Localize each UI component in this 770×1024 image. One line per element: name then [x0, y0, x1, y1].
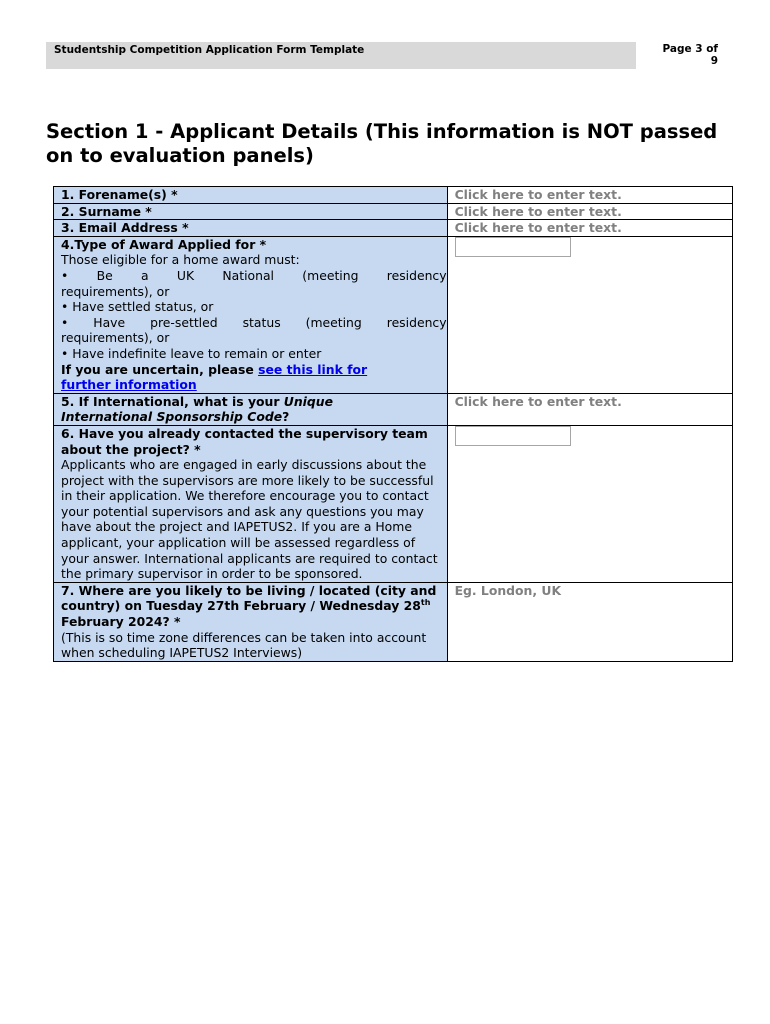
section-title: Section 1 - Applicant Details (This information is NOT passed on to evaluation panels)	[46, 120, 718, 167]
table-row	[54, 220, 733, 237]
table-row	[54, 393, 733, 425]
surname-label: 2. Surname *	[54, 203, 448, 220]
table-row	[54, 187, 733, 204]
further-info-link-cont[interactable]: further information	[61, 377, 197, 393]
award-uncertain-text	[61, 362, 447, 393]
award-bullet-indefinite-leave: • Have indefinite leave to remain or enter	[61, 345, 322, 361]
table-row	[54, 203, 733, 220]
further-info-link[interactable]: see this link for	[258, 361, 368, 377]
table-row	[54, 582, 733, 661]
page-number-label: Page 3 of	[662, 43, 718, 55]
award-intro: Those eligible for a home award must:	[61, 252, 300, 268]
award-type-dropdown[interactable]	[455, 237, 571, 257]
location-question	[54, 582, 448, 661]
sponsorship-prefix: 5. If International, what is your	[61, 393, 284, 409]
award-bullet-settled: • Have settled status, or	[61, 299, 214, 315]
table-row	[54, 236, 733, 393]
page-header	[46, 42, 636, 69]
page-number-total: 9	[710, 55, 718, 67]
table-row	[54, 425, 733, 582]
forename-label: 1. Forename(s) *	[54, 187, 448, 204]
award-type-question	[54, 236, 448, 393]
sponsorship-emph-1: Unique	[283, 393, 334, 409]
supervisor-contact-cell	[447, 425, 732, 582]
supervisor-contact-label: 6. Have you already contacted the supervisory team about the project? *	[61, 425, 428, 457]
supervisor-contact-dropdown[interactable]	[455, 426, 571, 446]
surname-field[interactable]: Click here to enter text.	[447, 203, 732, 220]
supervisor-contact-question	[54, 425, 448, 582]
award-bullet-pre-settled-cont: requirements), or	[61, 330, 170, 346]
document-title: Studentship Competition Application Form Template	[54, 44, 365, 56]
sponsorship-code-question	[54, 393, 448, 425]
supervisor-contact-text: Applicants who are engaged in early discussions about the project with the supervisors are more likely to be successful in their application. We therefore encourage you to contact your potential supervisors and ask any questions you may have about the project and IAPETUS2. If you are a Home applicant, your application will be assessed regardless of your answer. International applicants are required to contact the primary supervisor in order to be sponsored.	[61, 457, 438, 582]
location-label-b: February 2024? *	[61, 614, 181, 630]
email-field[interactable]: Click here to enter text.	[447, 220, 732, 237]
sponsorship-code-field[interactable]: Click here to enter text.	[447, 393, 732, 425]
sponsorship-emph-2: International Sponsorship Code	[61, 409, 283, 425]
location-field[interactable]: Eg. London, UK	[447, 582, 732, 661]
forename-field[interactable]: Click here to enter text.	[447, 187, 732, 204]
award-bullet-uk-national-cont: requirements), or	[61, 283, 170, 299]
location-label-a: 7. Where are you likely to be living / located (city and country) on Tuesday 27th February / Wednesday 28	[61, 582, 437, 614]
sponsorship-suffix: ?	[282, 409, 290, 425]
applicant-details-table	[53, 186, 733, 662]
award-uncertain-prefix: If you are uncertain, please	[61, 361, 259, 377]
award-type-label: 4.Type of Award Applied for *	[61, 236, 267, 252]
location-label-sup: th	[420, 598, 431, 608]
email-label: 3. Email Address *	[54, 220, 448, 237]
location-note: (This is so time zone differences can be taken into account when scheduling IAPETUS2 Interviews)	[61, 629, 427, 661]
award-type-cell	[447, 236, 732, 393]
page-number	[650, 43, 718, 67]
location-label	[61, 583, 447, 630]
award-bullet-uk-national: • Be a UK National (meeting residency	[61, 267, 447, 283]
award-bullet-pre-settled: • Have pre-settled status (meeting residency	[61, 314, 447, 330]
